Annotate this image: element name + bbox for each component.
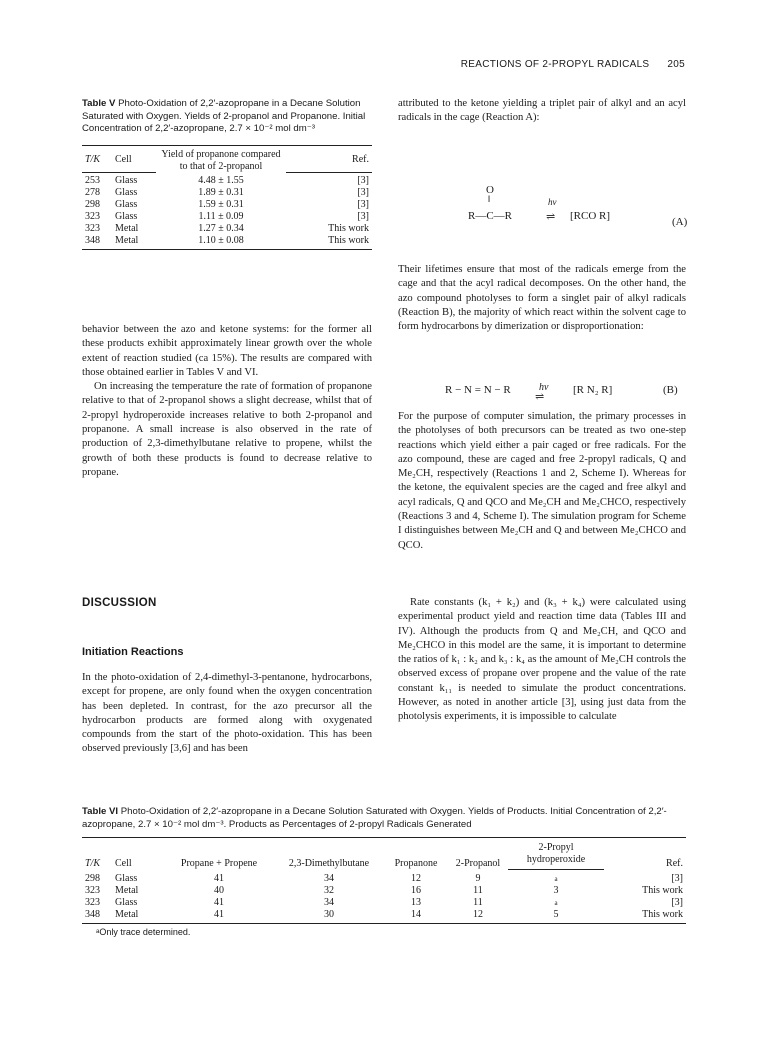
left-paragraph-1: behavior between the azo and ketone systems: for the former all these products exhibit approximately linear growth over the whole extent of reaction studied (ca 15%). The results are compared with those obtained earlier in Tables V and VI. <box>82 324 372 378</box>
t6-cell: 14 <box>384 909 448 924</box>
carbonyl-oxygen: O <box>486 184 494 196</box>
t6-cell: 11 <box>473 897 483 909</box>
t5-col-ref: Ref. <box>286 151 372 173</box>
t5-col-yield: Yield of propanone compared to that of 2-propanol <box>156 145 286 173</box>
t6-cell: 323 <box>85 897 100 909</box>
table-row <box>82 173 372 188</box>
reaction-b <box>425 380 687 402</box>
table5-caption-text: Photo-Oxidation of 2,2′-azopropane in a Decane Solution Saturated with Oxygen. Yields of 2-propanol and Propanone. Initial Concentration of 2,2′-azopropane, 2.7 × 10⁻² mol dm⁻³ <box>82 98 366 135</box>
table5-block <box>82 98 372 250</box>
t6-cell: 34 <box>324 872 334 884</box>
hv-label-a: hν <box>548 197 557 207</box>
t6-cell: 16 <box>411 885 421 897</box>
table6-caption <box>82 806 686 831</box>
table-row <box>82 897 686 909</box>
discussion-heading: DISCUSSION <box>82 597 157 609</box>
left-paragraph-2: On increasing the temperature the rate of formation of propanone relative to that of 2-propanol shows a slight decrease, whilst that of 2-propyl hydroperoxide increases relative to both 2-propanol and propanone. A small increase is also observed in the rate of production of 2,3-dimethylbutane relative to propene, whilst the growth of both these products is found to decrease relative to propane. <box>82 381 372 478</box>
left-column-text <box>82 323 372 480</box>
right-paragraph-1: attributed to the ketone yielding a triplet pair of alkyl and an acyl radicals in the cage (Reaction A): <box>398 98 686 124</box>
reaction-b-lhs: R − N = N − R <box>445 384 511 396</box>
t5-cell: 253 <box>85 175 100 187</box>
t6-cell: [3] <box>671 872 683 884</box>
t6-cell: 12 <box>448 909 508 924</box>
table-row <box>82 909 686 924</box>
t5-cell: [3] <box>357 199 369 211</box>
double-bond-glyph: ‖ <box>488 194 491 204</box>
right-paragraph-2: Their lifetimes ensure that most of the radicals emerge from the cage and that the acyl radical decomposes. On the other hand, the azo compound photolyses to form a singlet pair of alkyl radicals (Reaction B), the majority of which react within the solvent cage to form hydrocarbons by dimerization or disproportionation: <box>398 264 686 333</box>
reaction-a-label: (A) <box>672 216 688 228</box>
t6-cell: 30 <box>274 909 384 924</box>
t6-cell-footnote-mark: a <box>554 899 558 908</box>
running-header <box>461 59 685 70</box>
t5-cell: This work <box>328 223 369 235</box>
t6-cell: 323 <box>85 885 100 897</box>
right-paragraph-4: Rate constants (k₁ + k₂) and (k₃ + k₄) were calculated using experimental product yield and reaction time data (Tables III and IV). Although the products from Q and Me₂CH, and QCO and Me₂CHCO in this model are the same, it is important to determine the ratios of k₁ : k₂ and k₃ : k₄ as the amount of Me₂CH controls the observed excess of propane over propene and the value of the rate constant k₁₁ is needed to simulate the product concentrations. However, as noted in another article [3], using just data from the photolysis experiments, it is impossible to calculate <box>398 597 686 723</box>
t6-cell: 13 <box>411 897 421 909</box>
table6-footnote: ᵃOnly trace determined. <box>96 927 191 938</box>
t6-cell: 34 <box>324 897 334 909</box>
table5-label: Table V <box>82 98 116 109</box>
t6-cell: 41 <box>214 897 224 909</box>
left-paragraph-3: In the photo-oxidation of 2,4-dimethyl-3-pentanone, hydrocarbons, except for propene, are only found when the oxygen concentration has been depleted. In contrast, for the azo precursor all the hydrocarbon products are formed along with oxygenated compounds from the start of the photo-oxidation. This has been observed previously [3,6] and has been <box>82 672 372 755</box>
t5-cell: 1.89 ± 0.31 <box>198 187 244 199</box>
t6-cell: Glass <box>115 897 138 909</box>
t5-cell: 4.48 ± 1.55 <box>198 175 244 187</box>
t6-cell: Glass <box>115 872 138 884</box>
t6-cell: This work <box>642 885 683 897</box>
reaction-a-lhs: R—C—R <box>468 210 513 222</box>
t5-cell: [3] <box>357 187 369 199</box>
t5-cell: 323 <box>85 223 100 235</box>
t5-col-cell: Cell <box>112 151 156 173</box>
t6-cell: 3 <box>553 885 559 897</box>
t6-cell: This work <box>604 909 686 924</box>
equilibrium-arrow-icon: ⇌ <box>546 211 556 223</box>
t5-cell: 1.11 ± 0.09 <box>198 211 244 223</box>
t6-col-tk: T/K <box>82 838 112 870</box>
table-row <box>82 235 372 250</box>
t6-cell: 12 <box>411 872 421 884</box>
reaction-a <box>462 184 692 234</box>
page-number: 205 <box>667 59 685 70</box>
t6-cell: 40 <box>214 885 224 897</box>
t6-cell: 41 <box>164 909 274 924</box>
t6-cell: 11 <box>473 885 483 897</box>
table5-caption <box>82 98 372 136</box>
t5-cell: 1.59 ± 0.31 <box>198 199 244 211</box>
t6-cell: 9 <box>475 872 481 884</box>
table5 <box>82 145 372 251</box>
t6-col-propanol: 2-Propanol <box>448 838 508 870</box>
t6-cell: Metal <box>115 885 139 897</box>
t5-cell: 323 <box>85 211 100 223</box>
reaction-b-label: (B) <box>663 384 678 396</box>
t5-cell: Glass <box>115 187 138 199</box>
t6-col-dmb: 2,3-Dimethylbutane <box>274 838 384 870</box>
t6-cell: 41 <box>214 872 224 884</box>
t6-col-propanone: Propanone <box>384 838 448 870</box>
t6-cell: 348 <box>82 909 112 924</box>
t6-col-hydroperoxide: 2-Propyl hydroperoxide <box>508 838 604 867</box>
t5-cell: Glass <box>115 199 138 211</box>
t5-col-tk: T/K <box>82 151 112 173</box>
t6-cell-footnote-mark: a <box>554 875 558 884</box>
equilibrium-arrow-icon: ⇌ <box>535 391 545 403</box>
t5-cell: 298 <box>85 199 100 211</box>
table6-block <box>82 806 686 937</box>
reaction-a-rhs: [RCO R] <box>570 210 611 222</box>
t5-cell: 1.27 ± 0.34 <box>198 223 244 235</box>
table-row <box>82 211 372 223</box>
table-row <box>82 223 372 235</box>
table6-caption-text: Photo-Oxidation of 2,2′-azopropane in a Decane Solution Saturated with Oxygen. Yields of Products. Initial Concentration of 2,2′-azopropane, 2.7 × 10⁻² mol dm⁻³. Products as Percentages of 2-propyl Radicals Generated <box>82 806 667 830</box>
initiation-heading: Initiation Reactions <box>82 646 184 658</box>
t5-cell: Glass <box>115 175 138 187</box>
t5-cell: Metal <box>112 235 156 250</box>
t5-cell: 348 <box>82 235 112 250</box>
t6-col-ref: Ref. <box>604 838 686 870</box>
right-paragraph-3: For the purpose of computer simulation, the primary processes in the photolyses of both precursors can be treated as two one-step reactions which yield either a pair caged or free radicals. For the azo compound, these are caged and free 2-propyl radicals, Q and Me₂CH, respectively (Reactions 1 and 2, Scheme I). Whereas for the ketone, the equivalent species are the caged and free alkyl and acyl radicals, Q and QCO and Me₂CH and Me₂CHCO, respectively (Reactions 3 and 4, Scheme I). The simulation program for Scheme I distinguishes between Me₂CH and Q and between Me₂CHCO and QCO. <box>398 411 686 551</box>
table-row <box>82 870 686 886</box>
hv-label-b: hν <box>539 382 549 393</box>
t6-cell: 32 <box>324 885 334 897</box>
running-title: REACTIONS OF 2-PROPYL RADICALS <box>460 59 650 70</box>
t6-cell: Metal <box>112 909 164 924</box>
t5-cell: [3] <box>357 211 369 223</box>
t5-cell: [3] <box>357 175 369 187</box>
t6-cell: 298 <box>85 872 100 884</box>
table-row <box>82 885 686 897</box>
t6-cell: 5 <box>508 909 604 924</box>
t6-col-propane: Propane + Propene <box>164 838 274 870</box>
table6-label: Table VI <box>82 806 119 817</box>
t5-cell: 278 <box>85 187 100 199</box>
t5-cell: 1.10 ± 0.08 <box>156 235 286 250</box>
table-row <box>82 187 372 199</box>
t5-cell: Metal <box>115 223 139 235</box>
table-row <box>82 199 372 211</box>
table6 <box>82 837 686 924</box>
t6-col-cell: Cell <box>112 838 164 870</box>
t5-cell: This work <box>286 235 372 250</box>
t5-cell: Glass <box>115 211 138 223</box>
reaction-b-rhs: [R N₂ R] <box>573 384 613 396</box>
t6-cell: [3] <box>671 897 683 909</box>
